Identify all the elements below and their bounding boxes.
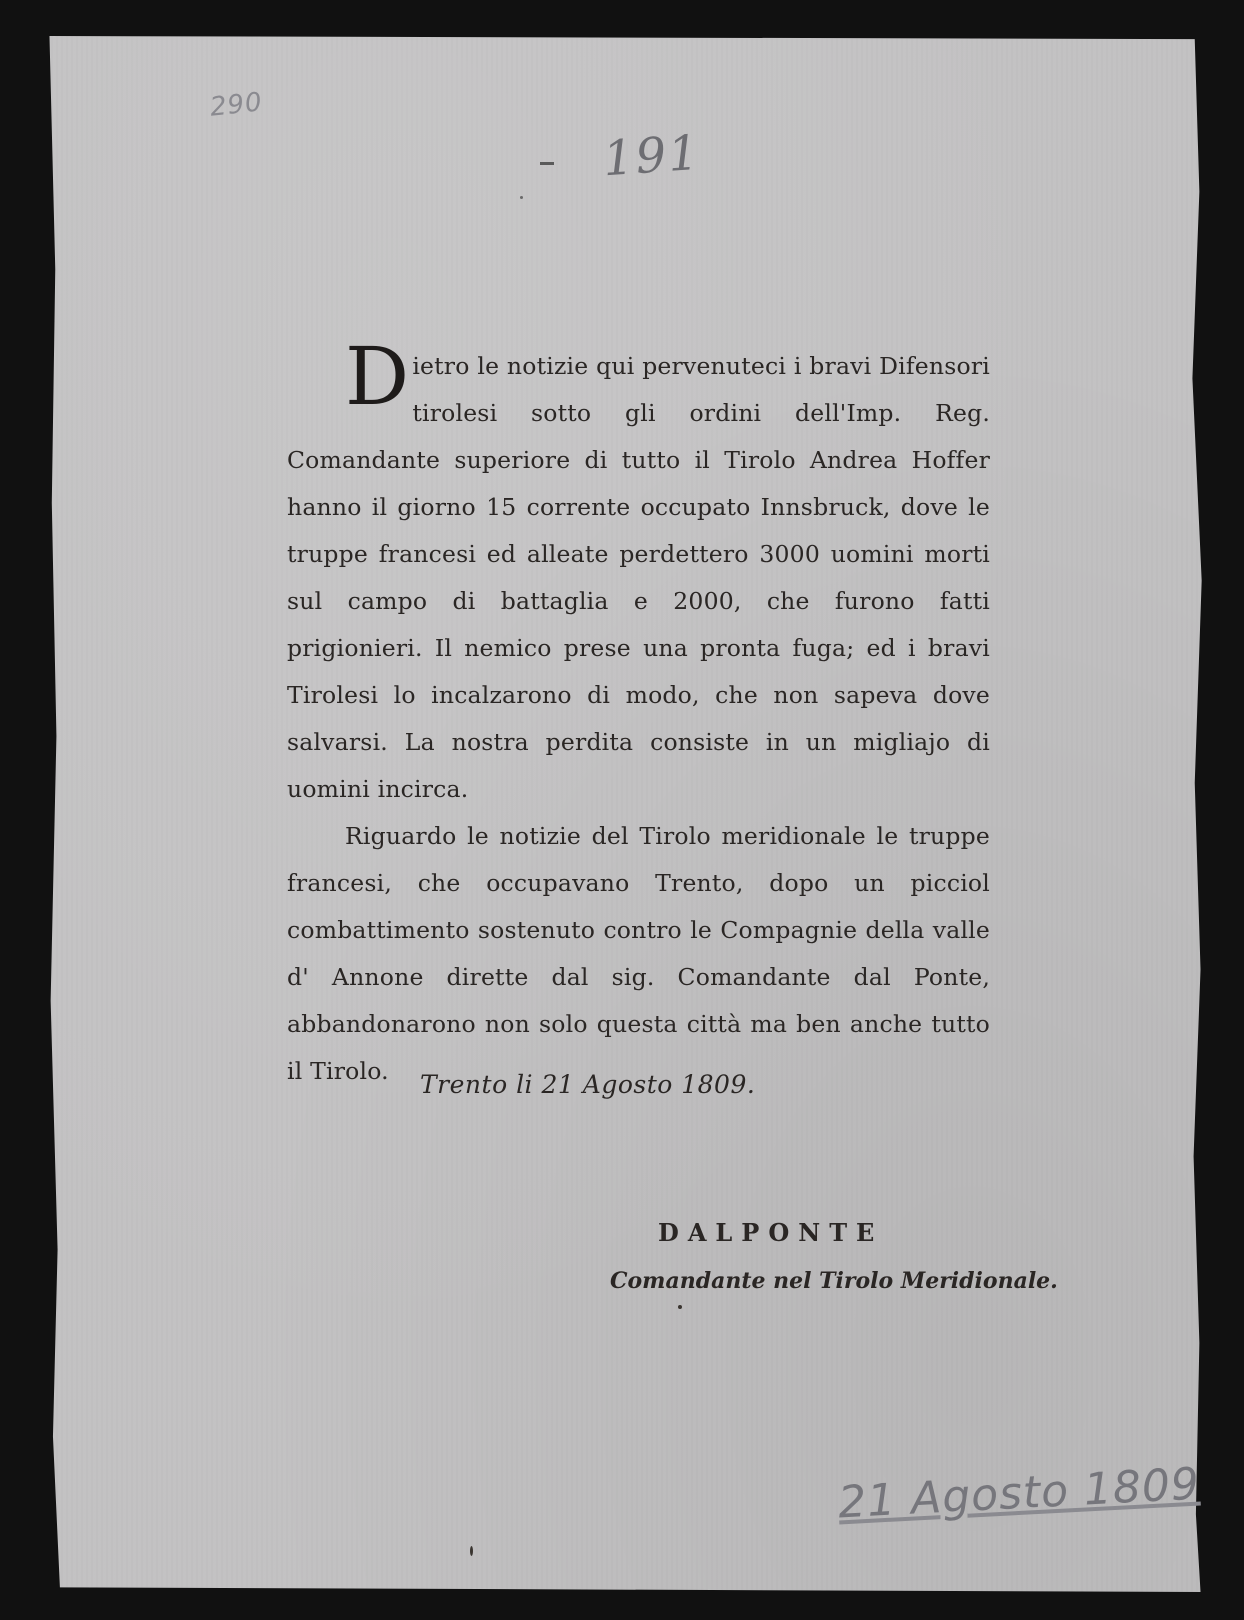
ink-dash-mark [540, 162, 554, 165]
handwritten-archive-date: 21 Agosto 1809 [836, 1458, 1202, 1529]
paper-speck [470, 1546, 473, 1556]
paragraph-1-text: ietro le notizie qui pervenuteci i bravi Difensori tirolesi sotto gli ordini dell'Imp. Reg. Comandante superiore di tutto il Tirolo Andrea Hoffer hanno il giorno 15 corrente occupato Innsbruck, dove le truppe francesi ed alleate perdettero 3000 uomini morti sul campo di battaglia e 2000, che furono fatti prigionieri. Il nemico prese una pronta fuga; ed i bravi Tirolesi lo incalzarono di modo, che non sapeva dove salvarsi. La nostra perdita consiste in un migliajo di uomini incirca. [287, 352, 990, 803]
signatory-name: DALPONTE [658, 1218, 884, 1247]
drop-cap-initial: D [345, 330, 410, 423]
ink-catalog-number: 191 [601, 124, 703, 188]
paragraph-1 [287, 330, 990, 813]
paragraph-2: Riguardo le notizie del Tirolo meridionale le truppe francesi, che occupavano Trento, dopo un picciol combattimento sostenuto contro le Compagnie della valle d' Annone dirette dal sig. Comandante dal Ponte, abbandonarono non solo questa città ma ben anche tutto il Tirolo. [287, 822, 990, 1085]
notice-body [287, 330, 990, 1095]
dateline: Trento li 21 Agosto 1809. [420, 1070, 756, 1099]
paper-speck [520, 196, 523, 199]
paper-speck [678, 1305, 682, 1309]
signatory-role: Comandante nel Tirolo Meridionale. [610, 1268, 1058, 1294]
pencil-catalog-number: 290 [208, 87, 265, 123]
